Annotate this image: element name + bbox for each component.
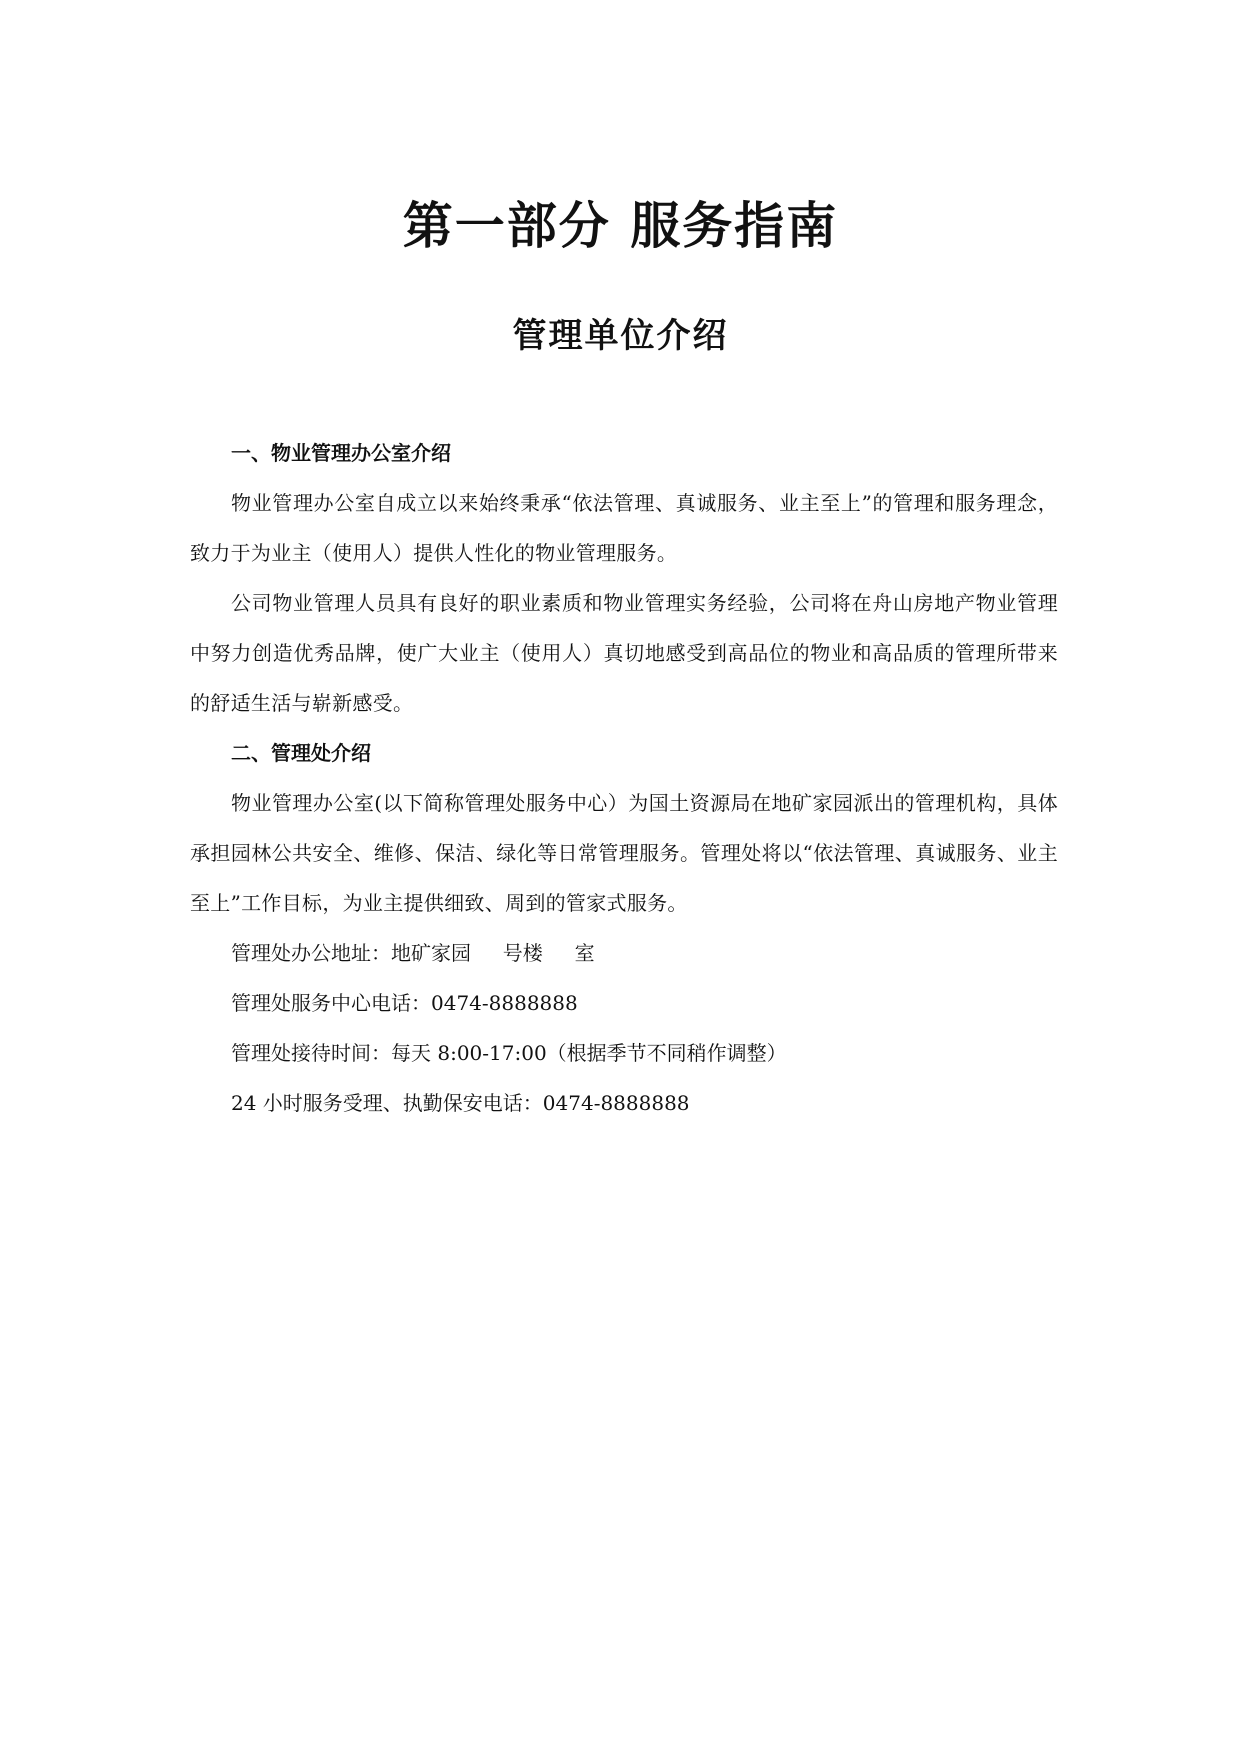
- service-phone-line: 管理处服务中心电话：0474-8888888: [231, 991, 578, 1015]
- reception-hours-line: 管理处接待时间：每天 8:00-17:00（根据季节不同稍作调整）: [231, 1041, 787, 1065]
- section-heading-management: 二、管理处介绍: [231, 741, 371, 765]
- office-address-line: 管理处办公地址：地矿家园 号楼 室: [231, 941, 595, 965]
- document-body: [190, 428, 1058, 1128]
- section-heading-office: 一、物业管理办公室介绍: [231, 441, 451, 465]
- part-title: 第一部分 服务指南: [402, 197, 839, 255]
- section-subtitle: 管理单位介绍: [512, 316, 729, 356]
- office-intro-paragraph: 物业管理办公室自成立以来始终秉承“依法管理、真诚服务、业主至上”的管理和服务理念，致力于为业主（使用人）提供人性化的物业管理服务。: [190, 491, 1058, 565]
- security-phone-line: 24 小时服务受理、执勤保安电话：0474-8888888: [231, 1091, 690, 1115]
- management-intro-paragraph: 物业管理办公室(以下简称管理处服务中心）为国土资源局在地矿家园派出的管理机构，具体承担园林公共安全、维修、保洁、绿化等日常管理服务。管理处将以“依法管理、真诚服务、业主至上”工作目标，为业主提供细致、周到的管家式服务。: [190, 791, 1058, 915]
- office-staff-paragraph: 公司物业管理人员具有良好的职业素质和物业管理实务经验，公司将在舟山房地产物业管理中努力创造优秀品牌，使广大业主（使用人）真切地感受到高品位的物业和高品质的管理所带来的舒适生活与崭新感受。: [190, 591, 1058, 715]
